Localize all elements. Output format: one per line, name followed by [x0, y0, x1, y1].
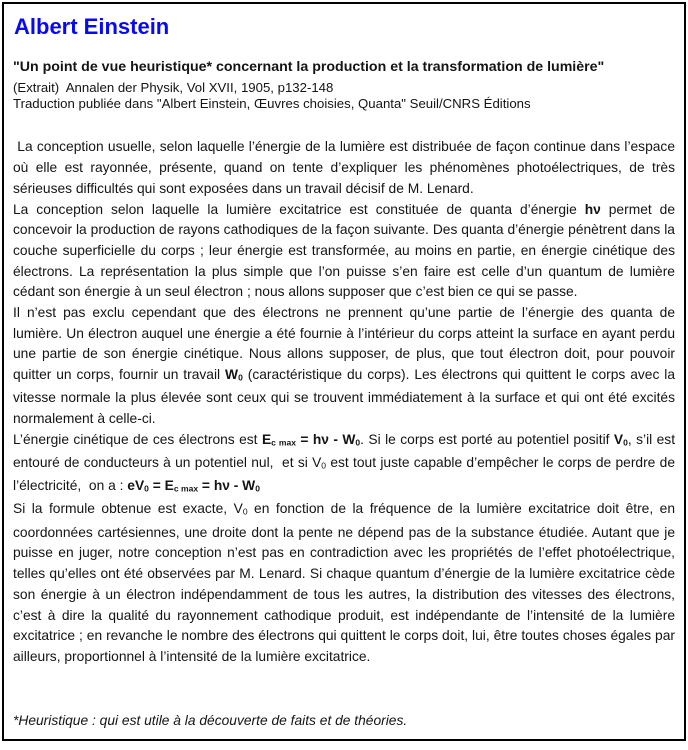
formula-run: 0 [321, 460, 327, 471]
formula-run: c max [271, 437, 296, 448]
text-run: en fonction de la fréquence de la lumière excitatrice doit être, en coordonnées cartésiennes, une droite dont la pente ne dépend pas de la substance étudiée. Autant que je puisse en juger, notre conception n’est pas en contradiction avec les propriétés de l’effet photoélectrique, telles qu’elles ont été observées par M. Lenard. Si chaque quantum d’énergie de la lumière excitatrice cède son énergie à un électron indépendamment de tous les autres, la distribution des vitesses des électrons, c’est à dire la qualité du rayonnement cathodique produit, est indépendante de l’intensité de la lumière excitatrice ; en revanche le nombre des électrons qui quittent le corps doit, lui, être toutes choses égales par ailleurs, proportionnel à l’intensité de la lumière excitatrice. [13, 501, 675, 664]
text-run: Si la formule obtenue est exacte, V [13, 501, 243, 517]
text-run: permet de concevoir la production de rayons cathodiques de la façon suivante. Des quanta d’énergie pénètrent dans la couche superficielle du corps ; leur énergie est transformée, au moins en partie, en énergie cinétique des électrons. La représentation la plus simple que l’on puisse s’en faire est celle d’un quantum de lumière cédant son énergie à un seul électron ; nous allons supposer que c’est bien ce qui se passe. [13, 201, 675, 300]
formula-run: = hν - W [198, 478, 256, 494]
body-paragraph [13, 303, 675, 430]
body-text [13, 137, 675, 667]
body-paragraph [13, 499, 675, 667]
article-subtitle: "Un point de vue heuristique* concernant la production et la transformation de lumière" [13, 59, 605, 75]
formula-run: V [613, 431, 624, 447]
formula-run: eV [127, 478, 145, 494]
formula-run: 0 [238, 372, 243, 383]
formula-run: E [261, 431, 272, 447]
page-title: Albert Einstein [14, 14, 170, 39]
formula-run: 0 [355, 437, 361, 448]
body-paragraph [13, 137, 675, 199]
formula-run: hν [584, 201, 601, 217]
formula-run: 0 [242, 507, 248, 518]
text-run: Il n’est pas exclu cependant que des électrons ne prennent qu’une partie de l’énergie des quanta de lumière. Un électron auquel une énergie a été fournie à l’intérieur du corps atteint la surface en ayant perdu une partie de son énergie cinétique. Nous allons supposer, de plus, que tout électron doit, pour pouvoir quitter un corps, fournir un travail [13, 305, 675, 383]
document-page [2, 2, 686, 741]
formula-run: c max [173, 483, 199, 494]
text-run: La conception selon laquelle la lumière excitatrice est constituée de quanta d’énergie [13, 201, 585, 217]
body-paragraph [13, 430, 675, 500]
formula-run: 0 [255, 483, 260, 494]
formula-run: = E [148, 478, 174, 494]
formula-run: 0 [144, 483, 149, 494]
formula-run: = hν - W [295, 431, 356, 447]
formula-run: W [225, 367, 239, 383]
body-paragraph [13, 200, 675, 304]
formula-run: 0 [623, 437, 628, 448]
text-run: est tout juste capable d’empêcher le corps de perdre de l’électricité, on a : [13, 455, 675, 494]
text-run: L’énergie cinétique de ces électrons est [13, 431, 262, 447]
footnote: *Heuristique : qui est utile à la découverte de faits et de théories. [13, 712, 408, 728]
text-run: La conception usuelle, selon laquelle l’énergie de la lumière est distribuée de façon continue dans l’espace où elle est rayonnée, présente, quand on tente d’expliquer les phénomènes photoélectriques, de très sérieuses difficultés qui sont exposées dans un travail décisif de M. Lenard. [13, 139, 675, 196]
text-run: , s’il est entouré de conducteurs à un potentiel nul, et si V [13, 431, 676, 471]
source-citation: (Extrait) Annalen der Physik, Vol XVII, 1905, p132-148 [13, 80, 334, 95]
translation-credit: Traduction publiée dans "Albert Einstein, Œuvres choisies, Quanta" Seuil/CNRS Éditions [13, 96, 531, 112]
text-run: . Si le corps est porté au potentiel positif [360, 431, 614, 447]
text-run: (caractéristique du corps). Les électrons qui quittent le corps avec la vitesse normale la plus élevée sont ceux qui se trouvent immédiatement à la surface et qui ont été excités normalement à celle-ci. [13, 367, 675, 427]
